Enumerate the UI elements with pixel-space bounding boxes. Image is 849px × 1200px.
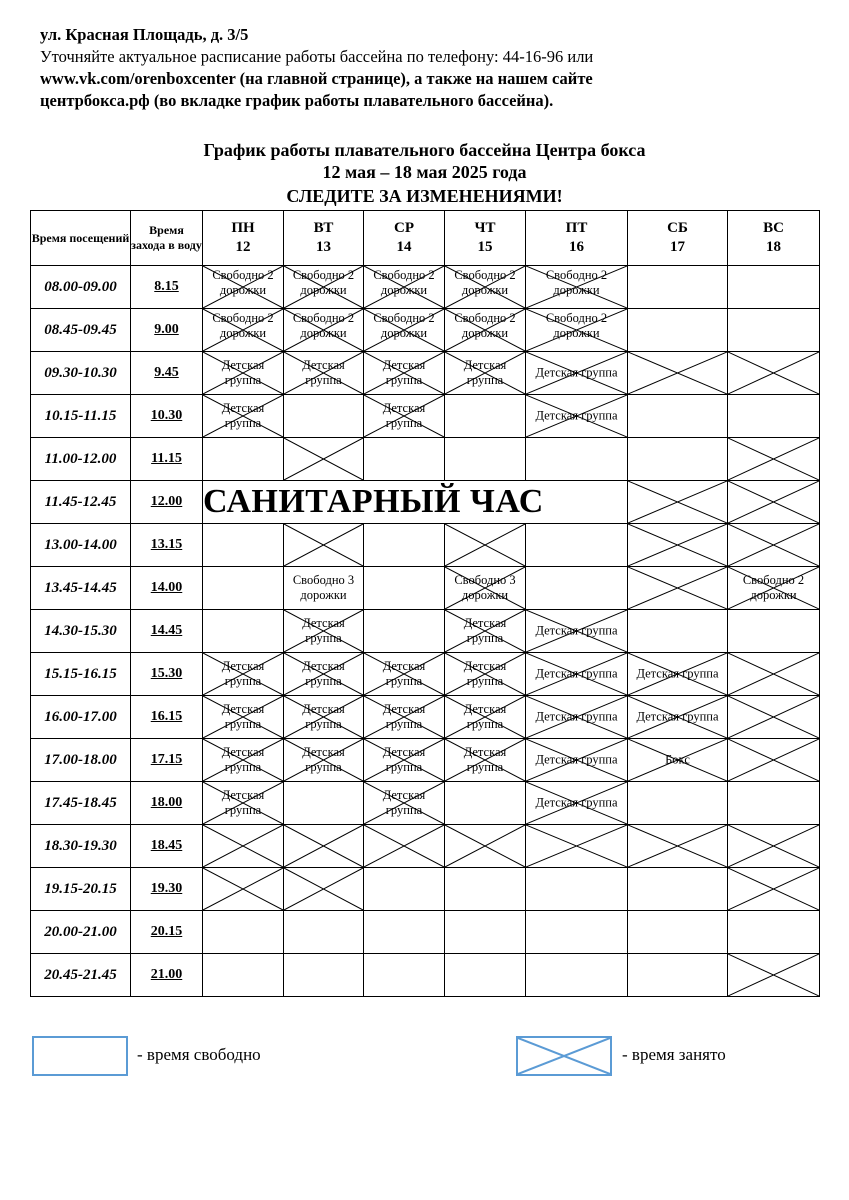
cross-icon [518, 1038, 610, 1074]
slot-label: Детская группа [463, 659, 507, 688]
cross-mark [728, 438, 819, 480]
legend-busy-label: - время занято [622, 1045, 726, 1064]
slot-busy [526, 782, 628, 825]
schedule-row [31, 524, 820, 567]
entry-time: 18.45 [131, 825, 203, 868]
day-name: ПН [231, 220, 255, 236]
schedule-row [31, 266, 820, 309]
slot-busy [526, 653, 628, 696]
slot-busy [728, 825, 820, 868]
slot-label: Свободно 2 дорожки [545, 268, 608, 297]
slot-free [203, 438, 284, 481]
slot-label: Детская группа [535, 408, 618, 423]
schedule-row [31, 739, 820, 782]
slot-free [628, 911, 728, 954]
slot-label: Детская группа [302, 745, 345, 774]
schedule-row [31, 567, 820, 610]
slot-label: Свободно 2 дорожки [212, 268, 274, 297]
slot-label: Детская группа [636, 709, 719, 724]
slot-label: Свободно 2 дорожки [454, 268, 516, 297]
slot-free [445, 438, 526, 481]
slot-label: Свободно 2 дорожки [742, 573, 805, 602]
slot-busy [445, 739, 526, 782]
slot-label: Бокс [665, 752, 690, 767]
slot-busy [284, 524, 364, 567]
slot-free [628, 610, 728, 653]
visit-time: 09.30-10.30 [31, 352, 131, 395]
schedule-row [31, 309, 820, 352]
slot-busy [203, 352, 284, 395]
entry-time: 16.15 [131, 696, 203, 739]
info-line-2: www.vk.com/orenboxcenter (на главной странице), а также на нашем сайте [40, 69, 593, 88]
slot-busy [526, 739, 628, 782]
slot-busy [526, 309, 628, 352]
cross-mark [628, 481, 727, 523]
cross-mark [728, 352, 819, 394]
entry-time: 19.30 [131, 868, 203, 911]
cross-mark [728, 868, 819, 910]
day-number: 14 [396, 239, 412, 255]
schedule-notice: СЛЕДИТЕ ЗА ИЗМЕНЕНИЯМИ! [286, 186, 563, 206]
visit-time: 20.45-21.45 [31, 954, 131, 997]
slot-label: Детская группа [463, 358, 507, 387]
slot-free [364, 911, 445, 954]
cross-mark [628, 567, 727, 609]
day-header [284, 211, 364, 266]
slot-busy [728, 567, 820, 610]
cross-mark [203, 868, 283, 910]
cross-mark [728, 739, 819, 781]
cross-mark [364, 825, 444, 867]
slot-free [728, 782, 820, 825]
slot-label: Свободно 2 дорожки [373, 311, 435, 340]
slot-busy [284, 696, 364, 739]
slot-label: Детская группа [221, 745, 265, 774]
cross-mark [728, 954, 819, 996]
visit-time: 13.00-14.00 [31, 524, 131, 567]
slot-free [526, 524, 628, 567]
slot-busy [284, 610, 364, 653]
legend-free-label: - время свободно [137, 1045, 261, 1064]
slot-label: Детская группа [302, 616, 345, 645]
day-name: ЧТ [474, 220, 496, 236]
schedule-row [31, 911, 820, 954]
entry-time: 15.30 [131, 653, 203, 696]
slot-free [364, 954, 445, 997]
slot-busy [284, 739, 364, 782]
slot-free [526, 911, 628, 954]
slot-busy [628, 481, 728, 524]
slot-free [628, 868, 728, 911]
slot-label: Детская группа [535, 365, 618, 380]
slot-label: Детская группа [535, 666, 618, 681]
day-number: 13 [316, 239, 331, 255]
slot-label: Детская группа [221, 702, 265, 731]
visit-time: 11.00-12.00 [31, 438, 131, 481]
slot-busy [445, 309, 526, 352]
slot-free [628, 309, 728, 352]
entry-time: 9.45 [131, 352, 203, 395]
day-number: 18 [766, 239, 781, 255]
slot-free [284, 954, 364, 997]
slot-free [728, 266, 820, 309]
schedule-row [31, 653, 820, 696]
entry-time: 18.00 [131, 782, 203, 825]
entry-time: 20.15 [131, 911, 203, 954]
slot-busy [445, 266, 526, 309]
slot-label: Детская группа [302, 659, 345, 688]
slot-free [445, 395, 526, 438]
entry-time: 14.45 [131, 610, 203, 653]
schedule-table [30, 210, 820, 997]
slot-busy [203, 266, 284, 309]
slot-free [203, 610, 284, 653]
slot-free [526, 438, 628, 481]
slot-label: Свободно 2 дорожки [373, 268, 435, 297]
slot-free [445, 868, 526, 911]
slot-busy [728, 739, 820, 782]
visit-time: 08.00-09.00 [31, 266, 131, 309]
schedule-row [31, 438, 820, 481]
slot-free [526, 868, 628, 911]
slot-label: Свободно 2 дорожки [212, 311, 274, 340]
slot-busy [728, 438, 820, 481]
cross-mark [284, 825, 363, 867]
visit-time: 20.00-21.00 [31, 911, 131, 954]
slot-free [364, 438, 445, 481]
cross-mark [628, 524, 727, 566]
entry-time: 8.15 [131, 266, 203, 309]
schedule-row [31, 868, 820, 911]
slot-busy [728, 653, 820, 696]
cross-mark [284, 868, 363, 910]
slot-free [628, 266, 728, 309]
slot-busy [203, 825, 284, 868]
slot-free [364, 868, 445, 911]
slot-busy [526, 266, 628, 309]
entry-time: 10.30 [131, 395, 203, 438]
visit-time: 11.45-12.45 [31, 481, 131, 524]
cross-mark [203, 825, 283, 867]
slot-free [526, 567, 628, 610]
slot-free [203, 911, 284, 954]
slot-busy [628, 739, 728, 782]
slot-busy [728, 481, 820, 524]
visit-time: 17.00-18.00 [31, 739, 131, 782]
slot-busy [445, 567, 526, 610]
info-line-1: Уточняйте актуальное расписание работы бассейна по телефону: 44-16-96 или [40, 47, 594, 66]
legend-busy-swatch [516, 1036, 612, 1076]
cross-mark [284, 438, 363, 480]
slot-free [445, 911, 526, 954]
slot-label: Детская группа [535, 623, 618, 638]
day-number: 17 [670, 239, 685, 255]
slot-busy [445, 610, 526, 653]
cross-mark [728, 696, 819, 738]
col-time-header: Время посещений [31, 211, 131, 266]
slot-busy [526, 825, 628, 868]
slot-busy [284, 868, 364, 911]
day-name: ПТ [565, 220, 588, 236]
slot-busy [203, 696, 284, 739]
slot-busy [728, 524, 820, 567]
slot-busy [445, 825, 526, 868]
slot-label: Детская группа [382, 358, 426, 387]
entry-time: 12.00 [131, 481, 203, 524]
slot-busy [203, 739, 284, 782]
slot-free [284, 395, 364, 438]
cross-mark [728, 481, 819, 523]
schedule-row [31, 954, 820, 997]
schedule-body [31, 266, 820, 997]
slot-free [284, 911, 364, 954]
header [40, 24, 830, 112]
sanitary-hour: САНИТАРНЫЙ ЧАС [203, 481, 628, 524]
slot-free [728, 610, 820, 653]
day-name: ВТ [313, 220, 334, 236]
day-header [203, 211, 284, 266]
col-entry-header: Время захода в воду [131, 211, 203, 266]
slot-busy [364, 309, 445, 352]
day-name: ВС [763, 220, 784, 236]
schedule-row [31, 610, 820, 653]
visit-time: 13.45-14.45 [31, 567, 131, 610]
day-header [526, 211, 628, 266]
slot-free [526, 954, 628, 997]
slot-busy [364, 696, 445, 739]
entry-time: 17.15 [131, 739, 203, 782]
slot-busy [445, 524, 526, 567]
day-name: СР [394, 220, 414, 236]
slot-label: Детская группа [535, 709, 618, 724]
slot-busy [628, 825, 728, 868]
slot-free [203, 954, 284, 997]
day-number: 15 [477, 239, 493, 255]
slot-busy [628, 524, 728, 567]
slot-busy [203, 653, 284, 696]
cross-mark [628, 825, 727, 867]
cross-mark [728, 825, 819, 867]
day-number: 12 [235, 239, 251, 255]
entry-time: 9.00 [131, 309, 203, 352]
slot-label: Детская группа [535, 752, 618, 767]
visit-time: 10.15-11.15 [31, 395, 131, 438]
schedule-row [31, 696, 820, 739]
visit-time: 17.45-18.45 [31, 782, 131, 825]
slot-label: Детская группа [463, 702, 507, 731]
cross-mark [526, 825, 627, 867]
slot-busy [364, 266, 445, 309]
entry-time: 13.15 [131, 524, 203, 567]
slot-free [284, 782, 364, 825]
slot-free [628, 954, 728, 997]
visit-time: 08.45-09.45 [31, 309, 131, 352]
slot-busy [628, 567, 728, 610]
info-line-3: центрбокса.рф (во вкладке график работы плавательного бассейна). [40, 91, 554, 110]
slot-busy [364, 782, 445, 825]
slot-free [445, 954, 526, 997]
visit-time: 15.15-16.15 [31, 653, 131, 696]
visit-time: 18.30-19.30 [31, 825, 131, 868]
slot-label: Детская группа [382, 659, 426, 688]
slot-free [364, 567, 445, 610]
slot-busy [728, 696, 820, 739]
slot-busy [284, 352, 364, 395]
schedule-row [31, 782, 820, 825]
slot-label: Детская группа [221, 358, 265, 387]
visit-time: 19.15-20.15 [31, 868, 131, 911]
day-header [364, 211, 445, 266]
slot-label: Свободно 3 дорожки [292, 573, 355, 602]
slot-busy [203, 868, 284, 911]
slot-free [628, 782, 728, 825]
slot-busy [445, 653, 526, 696]
slot-busy [445, 352, 526, 395]
slot-busy [364, 352, 445, 395]
slot-busy [526, 696, 628, 739]
slot-busy [284, 309, 364, 352]
slot-busy [203, 309, 284, 352]
cross-mark [728, 653, 819, 695]
slot-label: Детская группа [636, 666, 719, 681]
visit-time: 14.30-15.30 [31, 610, 131, 653]
address: ул. Красная Площадь, д. 3/5 [40, 25, 249, 44]
slot-free [203, 524, 284, 567]
slot-busy [728, 954, 820, 997]
slot-label: Детская группа [382, 702, 426, 731]
slot-busy [284, 438, 364, 481]
slot-label: Свободно 2 дорожки [545, 311, 608, 340]
schedule-dates: 12 мая – 18 мая 2025 года [322, 162, 527, 182]
slot-label: Детская группа [463, 745, 507, 774]
slot-busy [445, 696, 526, 739]
entry-time: 11.15 [131, 438, 203, 481]
slot-busy [728, 868, 820, 911]
schedule-row [31, 825, 820, 868]
cross-mark [728, 524, 819, 566]
slot-label: Свободно 3 дорожки [454, 573, 516, 602]
slot-free [728, 911, 820, 954]
slot-label: Свободно 2 дорожки [292, 268, 355, 297]
slot-busy [628, 696, 728, 739]
cross-mark [628, 352, 727, 394]
day-header [628, 211, 728, 266]
slot-free [728, 395, 820, 438]
day-number: 16 [569, 239, 584, 255]
slot-label: Детская группа [382, 788, 426, 817]
slot-busy [728, 352, 820, 395]
slot-busy [628, 653, 728, 696]
cross-mark [445, 524, 525, 566]
slot-busy [203, 782, 284, 825]
slot-free [728, 309, 820, 352]
slot-free [628, 438, 728, 481]
entry-time: 14.00 [131, 567, 203, 610]
slot-busy [284, 653, 364, 696]
cross-mark [284, 524, 363, 566]
header-row [31, 211, 820, 266]
entry-time: 21.00 [131, 954, 203, 997]
slot-label: Детская группа [221, 788, 265, 817]
slot-free [364, 610, 445, 653]
slot-label: Детская группа [302, 358, 345, 387]
schedule-title: График работы плавательного бассейна Центра бокса [203, 140, 646, 160]
schedule-row [31, 352, 820, 395]
slot-label: Детская группа [221, 659, 265, 688]
slot-label: Детская группа [463, 616, 507, 645]
schedule-row [31, 481, 820, 524]
slot-busy [364, 739, 445, 782]
slot-free [364, 524, 445, 567]
slot-busy [364, 395, 445, 438]
slot-busy [526, 395, 628, 438]
slot-busy [284, 825, 364, 868]
slot-busy [203, 395, 284, 438]
slot-busy [364, 653, 445, 696]
slot-busy [526, 610, 628, 653]
visit-time: 16.00-17.00 [31, 696, 131, 739]
slot-label: Детская группа [382, 745, 426, 774]
schedule-row [31, 395, 820, 438]
day-header [445, 211, 526, 266]
slot-busy [628, 352, 728, 395]
slot-free [284, 567, 364, 610]
slot-label: Детская группа [302, 702, 345, 731]
slot-busy [364, 825, 445, 868]
legend-free-swatch [32, 1036, 128, 1076]
slot-free [445, 782, 526, 825]
cross-mark [445, 825, 525, 867]
slot-free [628, 395, 728, 438]
slot-label: Свободно 2 дорожки [292, 311, 355, 340]
day-header [728, 211, 820, 266]
day-name: СБ [667, 220, 688, 236]
slot-label: Детская группа [221, 401, 265, 430]
slot-busy [284, 266, 364, 309]
slot-label: Свободно 2 дорожки [454, 311, 516, 340]
slot-label: Детская группа [535, 795, 618, 810]
slot-free [203, 567, 284, 610]
slot-busy [526, 352, 628, 395]
slot-label: Детская группа [382, 401, 426, 430]
